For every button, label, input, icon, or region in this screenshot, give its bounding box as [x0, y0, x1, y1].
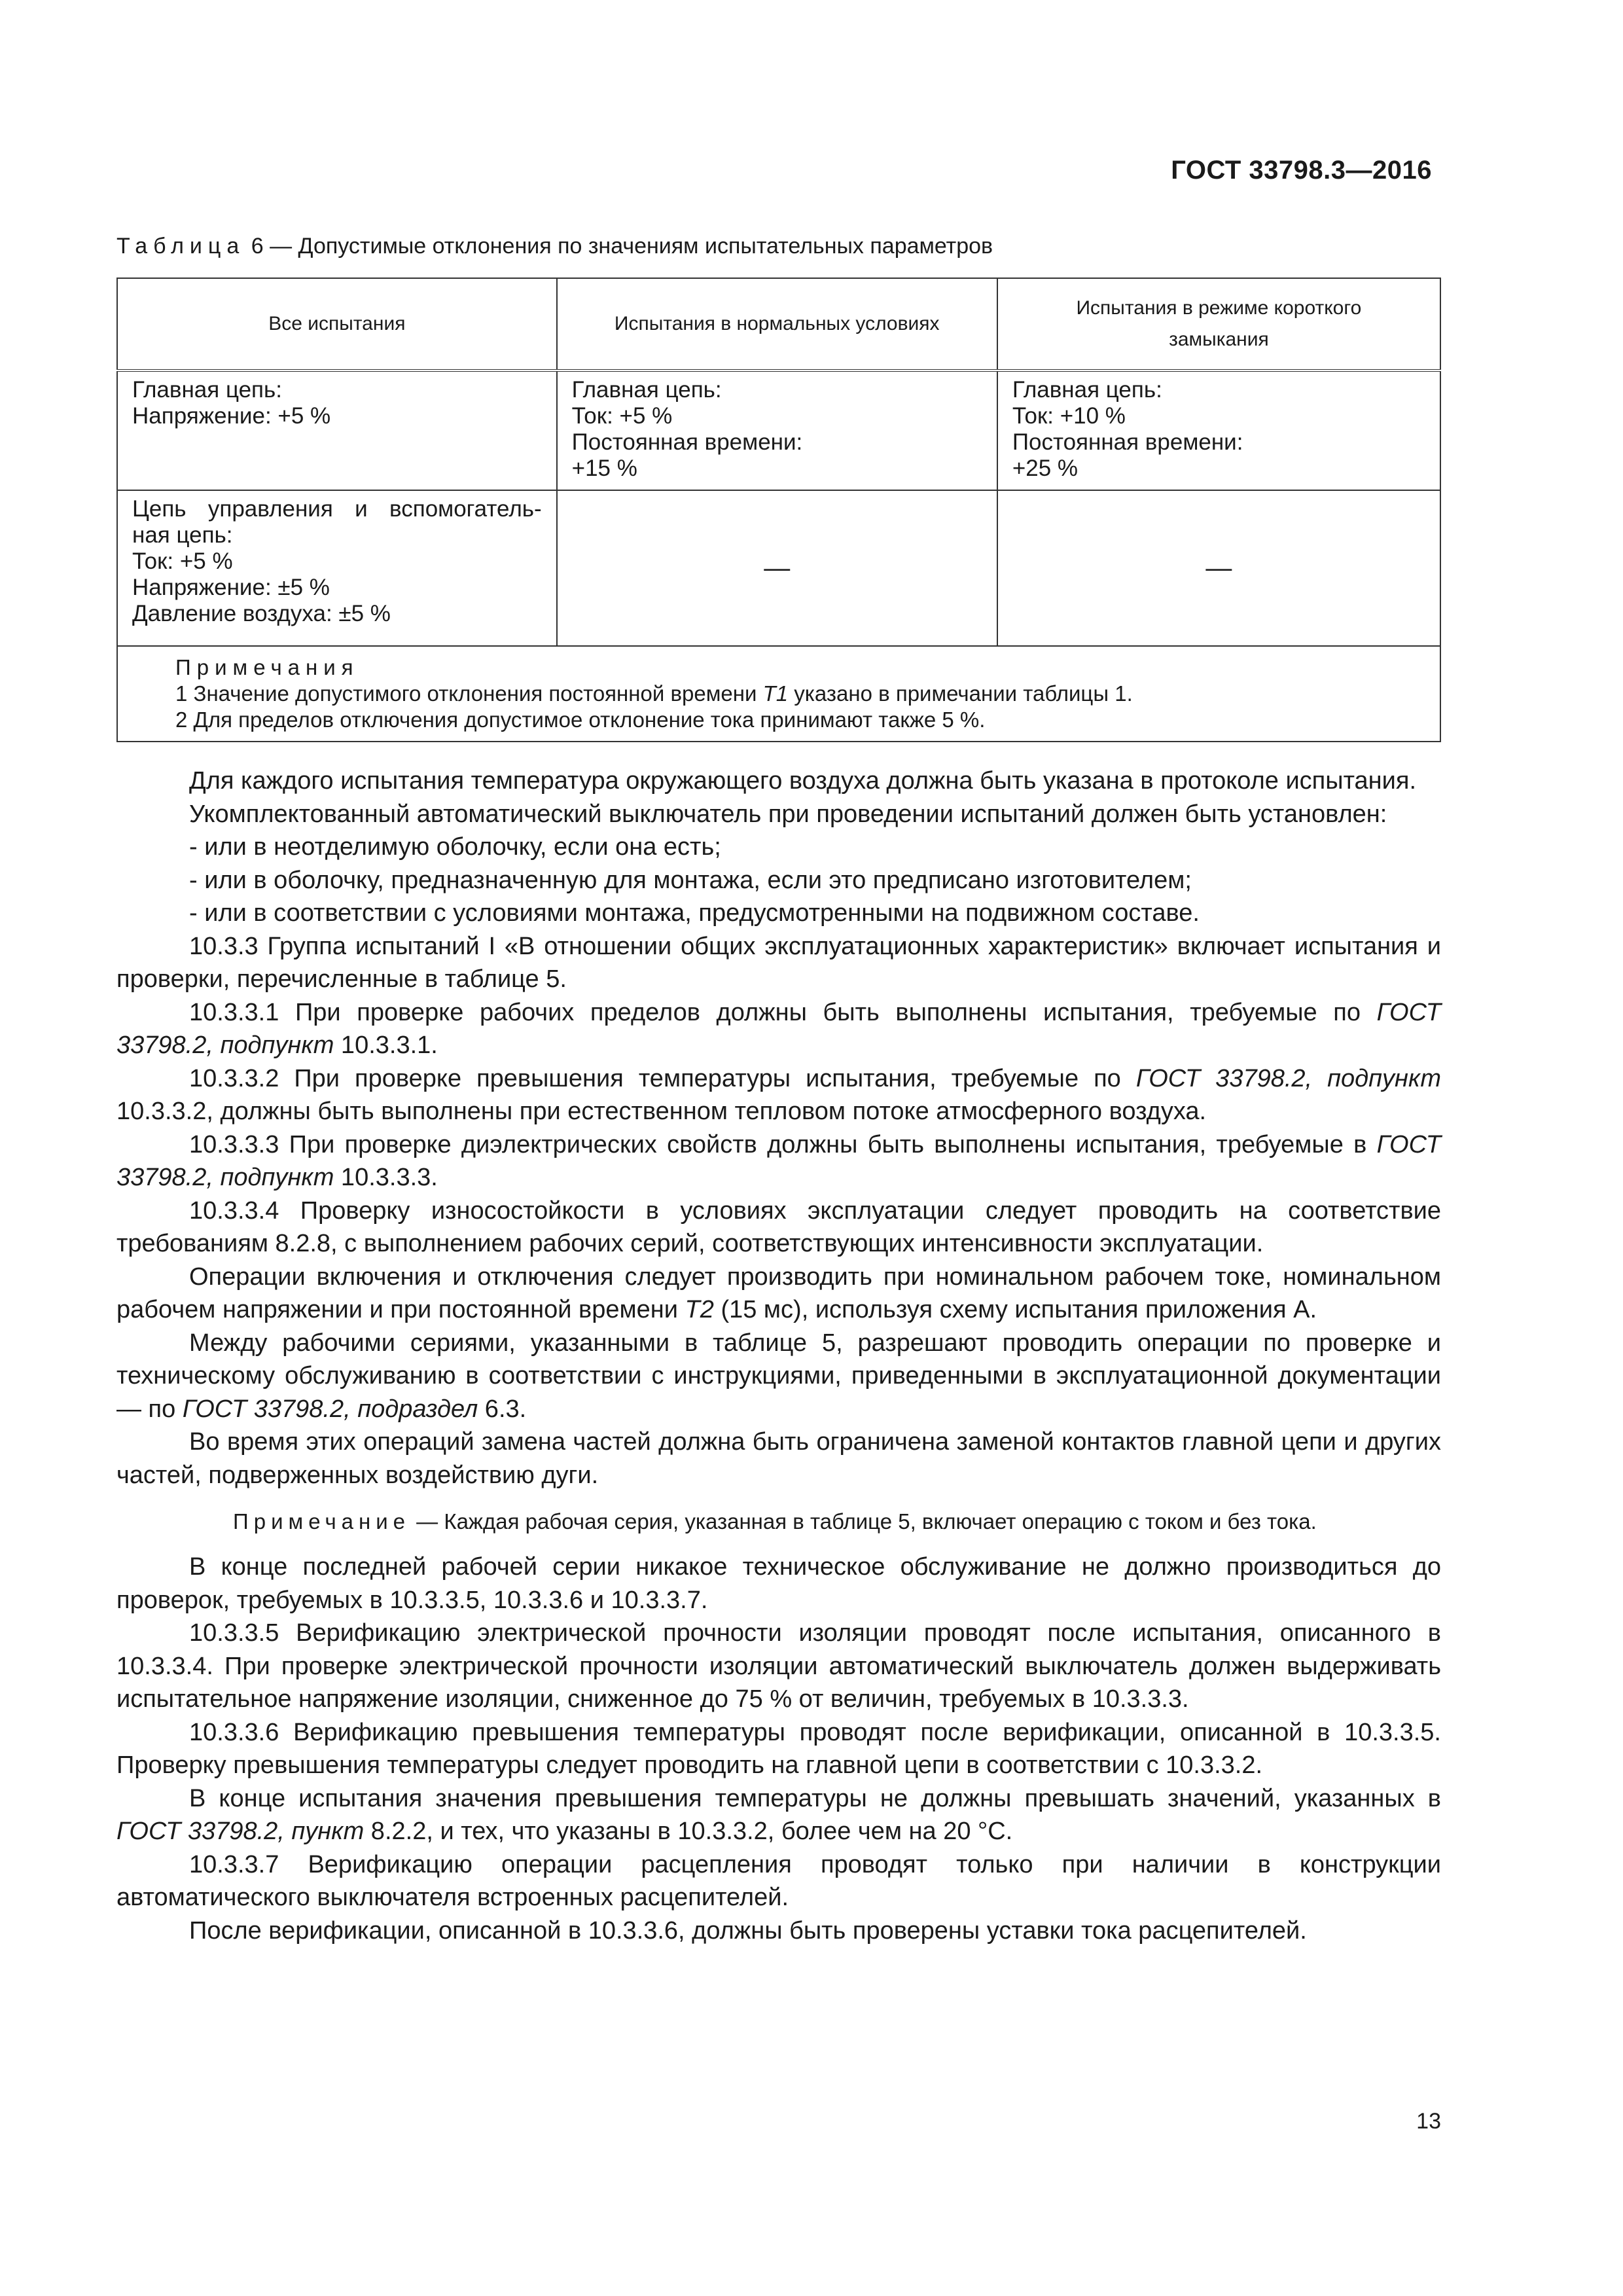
- paragraph: 10.3.3.5 Верификацию электрической прочности изоляции проводят после испытания, описанного в 10.3.3.4. При проверке электрической прочности изоляции автоматический выключатель должен выдерживать испытательное напряжение изоляции, сниженное до 75 % от величин, требуемых в 10.3.3.3.: [116, 1619, 1441, 1713]
- page-number: 13: [1416, 2109, 1441, 2134]
- paragraph: Во время этих операций замена частей должна быть ограничена заменой контактов главной цепи и других частей, подверженных воздействию дуги.: [116, 1428, 1441, 1489]
- body-text: [116, 764, 1441, 1947]
- table-notes: [117, 646, 1440, 742]
- document-code: ГОСТ 33798.3—2016: [1171, 156, 1432, 185]
- paragraph: 10.3.3.6 Верификацию превышения температуры проводят после верификации, описанной в 10.3.3.5. Проверку превышения температуры следует проводить на главной цепи в соответствии с 10.3.3.2.: [116, 1718, 1441, 1779]
- paragraph: После верификации, описанной в 10.3.3.6, должны быть проверены уставки тока расцепителей.: [189, 1916, 1307, 1945]
- paragraph: Между рабочими сериями, указанными в таблице 5, разрешают проводить операции по проверке и техническому обслуживанию в соответствии с инструкциями, приведенными в эксплуатационной документации — по ГОСТ 33798.2, подраздел 6.3.: [116, 1329, 1441, 1423]
- paragraph: В конце последней рабочей серии никакое техническое обслуживание не должно производиться до проверок, требуемых в 10.3.3.5, 10.3.3.6 и 10.3.3.7.: [116, 1553, 1441, 1614]
- table-caption: [116, 234, 993, 259]
- note-2: 2 Для пределов отключения допустимое отклонение тока принимают также 5 %.: [175, 708, 986, 732]
- cell-main-circuit-normal: Главная цепь: Ток: +5 % Постоянная времени: +15 %: [557, 370, 997, 490]
- note-1: 1 Значение допустимого отклонения постоянной времени T1 указано в примечании таблицы 1.: [175, 681, 1133, 706]
- table-caption-prefix: Таблица: [116, 234, 245, 259]
- header-all-tests: Все испытания: [117, 278, 557, 370]
- cell-dash-normal: —: [557, 490, 997, 646]
- paragraph: 10.3.3.1 При проверке рабочих пределов должны быть выполнены испытания, требуемые по ГОСТ 33798.2, подпункт 10.3.3.1.: [116, 998, 1441, 1059]
- paragraph: Для каждого испытания температура окружающего воздуха должна быть указана в протоколе испытания.: [189, 767, 1417, 795]
- table-header-row: [117, 278, 1440, 370]
- header-normal-conditions: Испытания в нормальных условиях: [557, 278, 997, 370]
- paragraph: 10.3.3.4 Проверку износостойкости в условиях эксплуатации следует проводить на соответствие требованиям 8.2.8, с выполнением рабочих серий, соответствующих интенсивности эксплуатации.: [116, 1196, 1441, 1257]
- note: Примечание — Каждая рабочая серия, указанная в таблице 5, включает операцию с током и без тока.: [233, 1509, 1317, 1534]
- table-caption-text: 6 — Допустимые отклонения по значениям испытательных параметров: [245, 234, 993, 259]
- list-item: - или в соответствии с условиями монтажа, предусмотренными на подвижном составе.: [189, 899, 1200, 927]
- paragraph: Укомплектованный автоматический выключатель при проведении испытаний должен быть установлен:: [189, 800, 1387, 828]
- notes-title: Примечания: [175, 655, 359, 679]
- header-short-circuit: Испытания в режиме короткого замыкания: [997, 278, 1440, 370]
- table-notes-row: [117, 646, 1440, 742]
- paragraph: В конце испытания значения превышения температуры не должны превышать значений, указанных в ГОСТ 33798.2, пункт 8.2.2, и тех, что указаны в 10.3.3.2, более чем на 20 °С.: [116, 1784, 1441, 1845]
- tolerance-table: [116, 278, 1441, 742]
- paragraph: 10.3.3.7 Верификацию операции расцепления проводят только при наличии в конструкции автоматического выключателя встроенных расцепителей.: [116, 1850, 1441, 1911]
- paragraph: 10.3.3 Группа испытаний I «В отношении общих эксплуатационных характеристик» включает испытания и проверки, перечисленные в таблице 5.: [116, 932, 1441, 993]
- cell-main-circuit-all: Главная цепь: Напряжение: +5 %: [117, 370, 557, 490]
- list-item: - или в неотделимую оболочку, если она есть;: [189, 833, 721, 861]
- table-row: [117, 490, 1440, 646]
- cell-dash-short: —: [997, 490, 1440, 646]
- table-row: [117, 370, 1440, 490]
- cell-main-circuit-short: Главная цепь: Ток: +10 % Постоянная времени: +25 %: [997, 370, 1440, 490]
- paragraph: 10.3.3.3 При проверке диэлектрических свойств должны быть выполнены испытания, требуемые в ГОСТ 33798.2, подпункт 10.3.3.3.: [116, 1130, 1441, 1191]
- paragraph: Операции включения и отключения следует производить при номинальном рабочем токе, номинальном рабочем напряжении и при постоянной времени T2 (15 мс), используя схему испытания приложения А.: [116, 1263, 1441, 1323]
- list-item: - или в оболочку, предназначенную для монтажа, если это предписано изготовителем;: [189, 866, 1192, 894]
- paragraph: 10.3.3.2 При проверке превышения температуры испытания, требуемые по ГОСТ 33798.2, подпункт 10.3.3.2, должны быть выполнены при естественном тепловом потоке атмосферного воздуха.: [116, 1064, 1441, 1125]
- cell-control-circuit: Цепь управления и вспомогатель- ная цепь: Ток: +5 % Напряжение: ±5 % Давление воздуха: ±5 %: [117, 490, 557, 646]
